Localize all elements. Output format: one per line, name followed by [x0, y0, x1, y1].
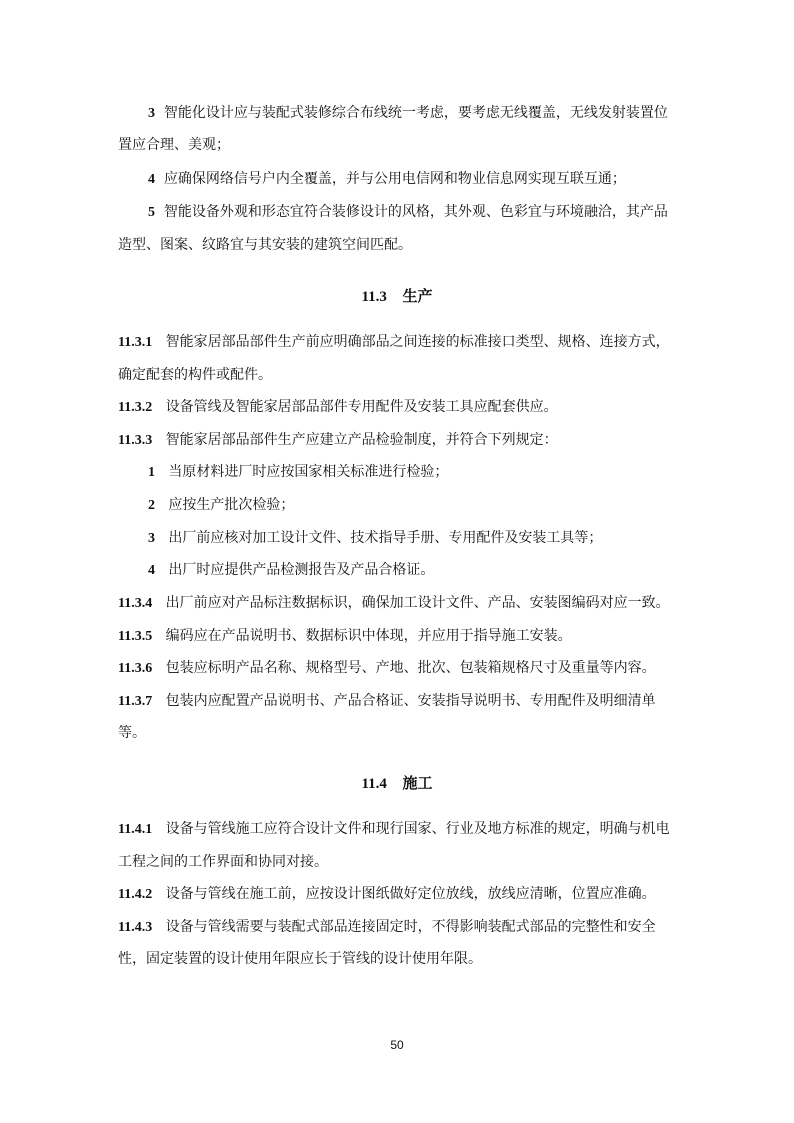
- section-title: 生产: [402, 287, 433, 305]
- item-text: 造型、图案、纹路宜与其安装的建筑空间匹配。: [118, 237, 412, 253]
- clause-text: 性，固定装置的设计使用年限应长于管线的设计使用年限。: [118, 951, 482, 967]
- section-title: 施工: [402, 774, 433, 792]
- sub-item-number: 4: [148, 563, 155, 578]
- clause-number: 11.3.5: [118, 629, 153, 644]
- section-number: 11.4: [361, 776, 387, 792]
- clause: [118, 627, 572, 646]
- clause-continuation: [118, 950, 482, 968]
- list-item: [148, 170, 626, 189]
- clause-text: 智能家居部品部件生产前应明确部品之间连接的标准接口类型、规格、连接方式，: [165, 334, 670, 350]
- sub-item: [148, 496, 294, 515]
- clause-text: 确定配套的构件或配件。: [118, 367, 272, 383]
- clause-continuation: [118, 853, 328, 871]
- item-text: 智能设备外观和形态宜符合装修设计的风格，其外观、色彩宜与环境融洽，其产品: [163, 204, 668, 220]
- clause-text: 出厂前应对产品标注数据标识，确保加工设计文件、产品、安装图编码对应一致。: [165, 595, 670, 611]
- section-number: 11.3: [361, 289, 387, 305]
- sub-item: [148, 463, 448, 482]
- sub-item-text: 应按生产批次检验；: [168, 497, 295, 513]
- clause-number: 11.4.1: [118, 822, 153, 837]
- list-item-continuation: [118, 236, 412, 254]
- section-heading-11-3: [0, 286, 794, 307]
- sub-item-text: 出厂时应提供产品检测报告及产品合格证。: [168, 562, 435, 578]
- clause: [118, 820, 670, 839]
- clause-number: 11.4.3: [118, 920, 153, 935]
- clause: [118, 431, 558, 450]
- list-item-continuation: [118, 136, 230, 154]
- clause-text: 设备与管线施工应符合设计文件和现行国家、行业及地方标准的规定，明确与机电: [165, 821, 670, 837]
- clause-text: 编码应在产品说明书、数据标识中体现，并应用于指导施工安装。: [165, 628, 572, 644]
- clause-text: 设备管线及智能家居部品部件专用配件及安装工具应配套供应。: [165, 399, 558, 415]
- clause: [118, 398, 558, 417]
- clause: [118, 333, 670, 352]
- clause-text: 包装应标明产品名称、规格型号、产地、批次、包装箱规格尺寸及重量等内容。: [165, 660, 656, 676]
- sub-item: [148, 529, 602, 548]
- clause-number: 11.3.7: [118, 694, 153, 709]
- clause-text: 设备与管线在施工前，应按设计图纸做好定位放线，放线应清晰，位置应准确。: [165, 886, 656, 902]
- sub-item-number: 3: [148, 531, 155, 546]
- clause: [118, 692, 656, 711]
- page-number: 50: [390, 1038, 404, 1052]
- clause-text: 智能家居部品部件生产应建立产品检验制度，并符合下列规定：: [165, 432, 558, 448]
- clause: [118, 918, 656, 937]
- clause-number: 11.3.4: [118, 596, 153, 611]
- item-number: 5: [148, 205, 155, 220]
- clause-text: 包装内应配置产品说明书、产品合格证、安装指导说明书、专用配件及明细清单: [165, 693, 656, 709]
- item-text: 应确保网络信号户内全覆盖，并与公用电信网和物业信息网实现互联互通；: [163, 171, 626, 187]
- clause-number: 11.3.2: [118, 400, 153, 415]
- item-number: 4: [148, 172, 155, 187]
- clause-continuation: [118, 724, 146, 742]
- sub-item-number: 2: [148, 498, 155, 513]
- section-heading-11-4: [0, 773, 794, 794]
- sub-item-text: 当原材料进厂时应按国家相关标准进行检验；: [168, 464, 449, 480]
- sub-item-number: 1: [148, 465, 155, 480]
- sub-item: [148, 561, 434, 580]
- list-item: [148, 104, 668, 123]
- clause-number: 11.3.1: [118, 335, 153, 350]
- clause-text: 设备与管线需要与装配式部品连接固定时，不得影响装配式部品的完整性和安全: [165, 919, 656, 935]
- clause-text: 工程之间的工作界面和协同对接。: [118, 854, 328, 870]
- clause-text: 等。: [118, 725, 146, 741]
- clause: [118, 659, 656, 678]
- list-item: [148, 203, 668, 222]
- clause-number: 11.3.6: [118, 661, 153, 676]
- clause-number: 11.3.3: [118, 433, 153, 448]
- clause-continuation: [118, 366, 272, 384]
- clause: [118, 594, 670, 613]
- item-number: 3: [148, 106, 155, 121]
- sub-item-text: 出厂前应核对加工设计文件、技术指导手册、专用配件及安装工具等；: [168, 530, 603, 546]
- item-text: 置应合理、美观；: [118, 137, 230, 153]
- clause: [118, 885, 656, 904]
- clause-number: 11.4.2: [118, 887, 153, 902]
- item-text: 智能化设计应与装配式装修综合布线统一考虑，要考虑无线覆盖，无线发射装置位: [163, 105, 668, 121]
